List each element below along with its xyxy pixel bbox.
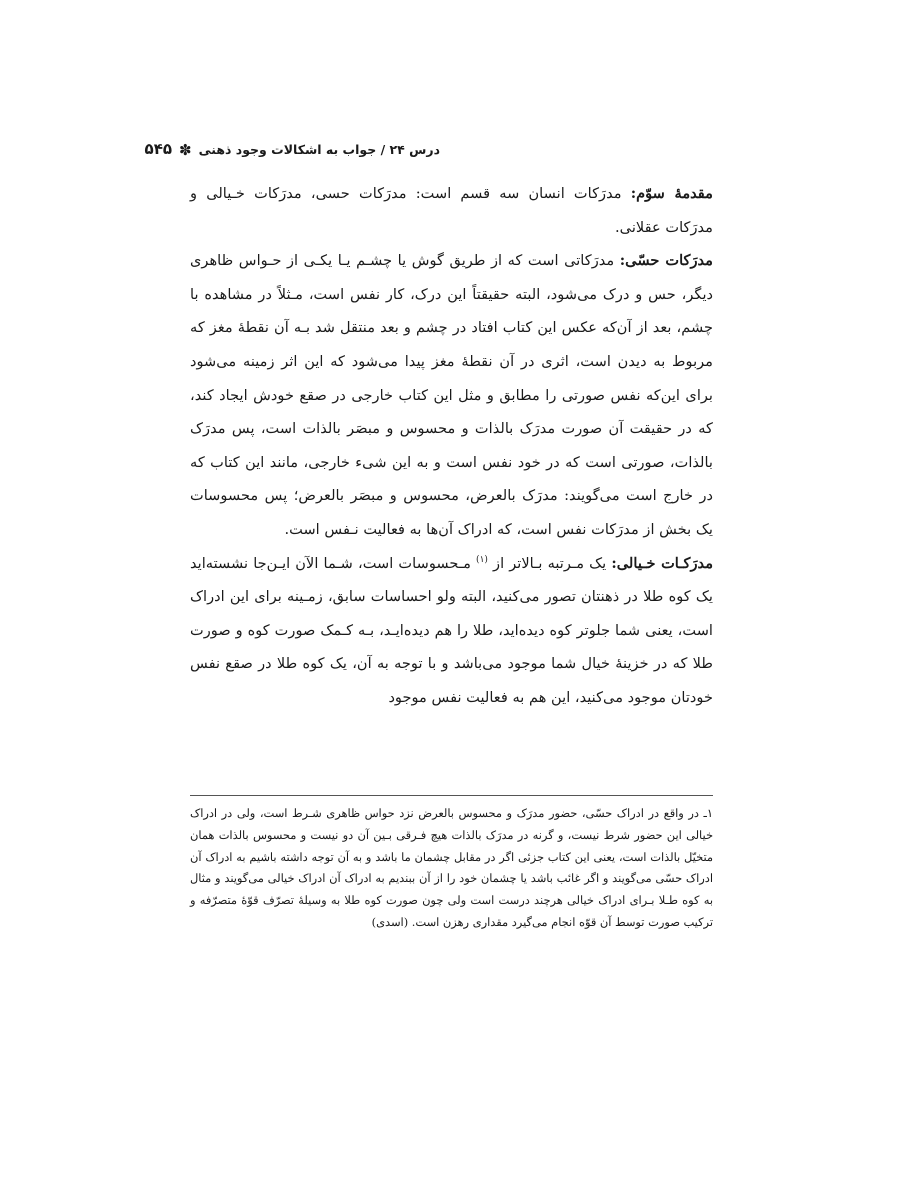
main-text [190,177,713,715]
running-head-title: درس ۲۴ / جواب به اشکالات وجود ذهنی [198,142,440,157]
running-head [144,139,440,160]
paragraph-heading: مدرَکات حسّی: [619,252,713,270]
paragraph-heading: مقدمهٔ سوّم: [630,185,713,202]
footnote-divider [190,795,713,796]
flower-ornament-icon: ✽ [179,141,192,159]
paragraph-text: مدرَکات انسان سه قسم است: مدرَکات حسی، مدرَکات خـیالی و مدرَکات عقلانی. [190,185,713,236]
paragraph-text: یک مـرتبه بـالاتر از [487,554,612,572]
footnote [190,803,713,934]
page-number: ۵۴۵ [144,140,173,158]
paragraph-text: مـحسوسات است، شـما الآن ایـن‌جا نشسته‌اید یک کوه طلا در ذهنتان تصور می‌کنید، البته ولو احساسات سابق، زمـینه برای این ادراک است، یعنی شما جلوتر کوه دیده‌اید، طلا را هم دیده‌ایـد، بـه کـمک صورت کوه و صورت طلا که در خزینهٔ خیال شما موجود می‌باشد و با توجه به آن، یک کوه طلا در صقع نفس خودتان موجود می‌کنید، این هم به فعالیت نفس موجود [190,554,713,706]
paragraph-imaginal-perceptions [190,547,713,715]
paragraph-text: مدرَکاتی است که از طریق گوش یا چشـم یـا یکـی از حـواس ظاهری دیگر، حس و درک می‌شود، البته حقیقتاً این درک، کار نفس است، مـثلاً در مشاهده با چشم، بعد از آن‌که عکس این کتاب افتاد در چشم و بعد منتقل شد بـه آن نقطهٔ مغز که مربوط به دیدن است، اثری در آن نقطهٔ مغز پیدا می‌شود که این اثر زمینه می‌شود برای این‌که نفس صورتی را مطابق و مثل این کتاب خارجی در صقع خودش ایجاد کند، که در حقیقت آن صورت مدرَک بالذات و محسوس و مبصَر بالذات است، پس مدرَک بالذات، صورتی است که در خود نفس است و به این شیء خارجی، مانند این کتاب که در خارج است می‌گویند: مدرَک بالعرض، محسوس و مبصَر بالعرض؛ پس محسوسات یک بخش از مدرَکات نفس است، که ادراک آن‌ها به فعالیت نـفس است. [190,252,713,538]
footnote-text: ۱ـ در واقع در ادراک حسّی، حضور مدرَک و محسوس بالعرض نزد حواس ظاهری شـرط است، ولی در ادراک خیالی این حضور شرط نیست، و گرنه در مدرَک بالذات هیچ فـرقی بـین آن دو نیست و محسوس بالذات همان متخیّل بالذات است، یعنی این کتاب جزئی اگر در مقابل چشمان ما باشد و به آن توجه داشته باشیم به ادراک آن ادراک حسّی می‌گویند و اگر غائب باشد یا چشمان خود را از آن ببندیم به ادراک آن ادراک خیالی می‌گویند و مثال به کوه طـلا بـرای ادراک خیالی هرچند درست است ولی چون صورت کوه طلا به وسیلهٔ تصرّف قوّهٔ متصرّفه و ترکیب صورت توسط آن قوّه انجام می‌گیرد مقداری رهزن است. (اسدی) [190,806,713,929]
paragraph-third-premise [190,177,713,244]
paragraph-heading: مدرَکـات خـیالی: [611,554,714,572]
footnote-reference[interactable]: (۱) [476,554,488,565]
paragraph-sensory-perceptions [190,244,713,546]
